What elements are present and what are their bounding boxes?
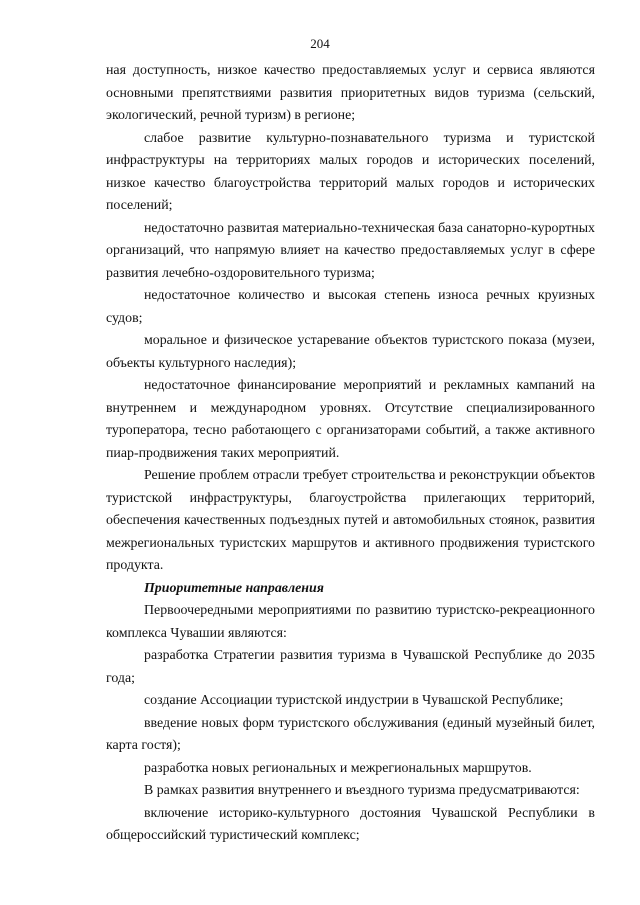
paragraph-financing: недостаточное финансирование мероприятий и рекламных кампаний на внутреннем и международном уровнях. Отсутствие специализированного туроператора, тесно работающего с организаторами событий, а также активного пиар-продвижения таких мероприятий. [106, 378, 595, 461]
paragraph-tourist-sites: моральное и физическое устаревание объектов туристского показа (музеи, объекты культурного наследия); [106, 333, 595, 371]
paragraph-sanatorium-base: недостаточно развитая материально-техническая база санаторно-курортных организаций, что напрямую влияет на качество предоставляемых услуг в сфере развития лечебно-оздоровительного туризма; [106, 220, 595, 281]
body-text [106, 60, 595, 848]
paragraph-service-forms: введение новых форм туристского обслуживания (единый музейный билет, карта гостя); [106, 715, 595, 753]
section-heading: Приоритетные направления [144, 580, 324, 596]
paragraph-continuation: ная доступность, низкое качество предоставляемых услуг и сервиса являются основными препятствиями развития приоритетных видов туризма (сельский, экологический, речной туризм) в регионе; [106, 63, 595, 123]
paragraph-solution: Решение проблем отрасли требует строительства и реконструкции объектов туристской инфраструктуры, благоустройства прилегающих территорий, обеспечения качественных подъездных путей и автомобильных стоянок, развития межрегиональных туристских маршрутов и активного продвижения туристского продукта. [106, 468, 595, 573]
paragraph-routes: разработка новых региональных и межрегиональных маршрутов. [144, 760, 532, 776]
paragraph-domestic-tourism: В рамках развития внутреннего и въездного туризма предусматриваются: [144, 783, 580, 798]
paragraph-cultural-tourism: слабое развитие культурно-познавательного туризма и туристской инфраструктуры на территориях малых городов и исторических поселений, низкое качество благоустройства территорий малых городов и исторических поселений; [106, 130, 595, 213]
paragraph-priority-measures: Первоочередными мероприятиями по развитию туристско-рекреационного комплекса Чувашии являются: [106, 603, 595, 641]
paragraph-river-cruise-vessels: недостаточное количество и высокая степень износа речных круизных судов; [106, 288, 595, 326]
paragraph-association: создание Ассоциации туристской индустрии в Чувашской Республике; [144, 693, 564, 708]
page-number: 204 [310, 36, 330, 51]
paragraph-heritage: включение историко-культурного достояния Чувашской Республики в общероссийский туристический комплекс; [106, 805, 595, 843]
paragraph-strategy: разработка Стратегии развития туризма в Чувашской Республике до 2035 года; [106, 648, 595, 686]
